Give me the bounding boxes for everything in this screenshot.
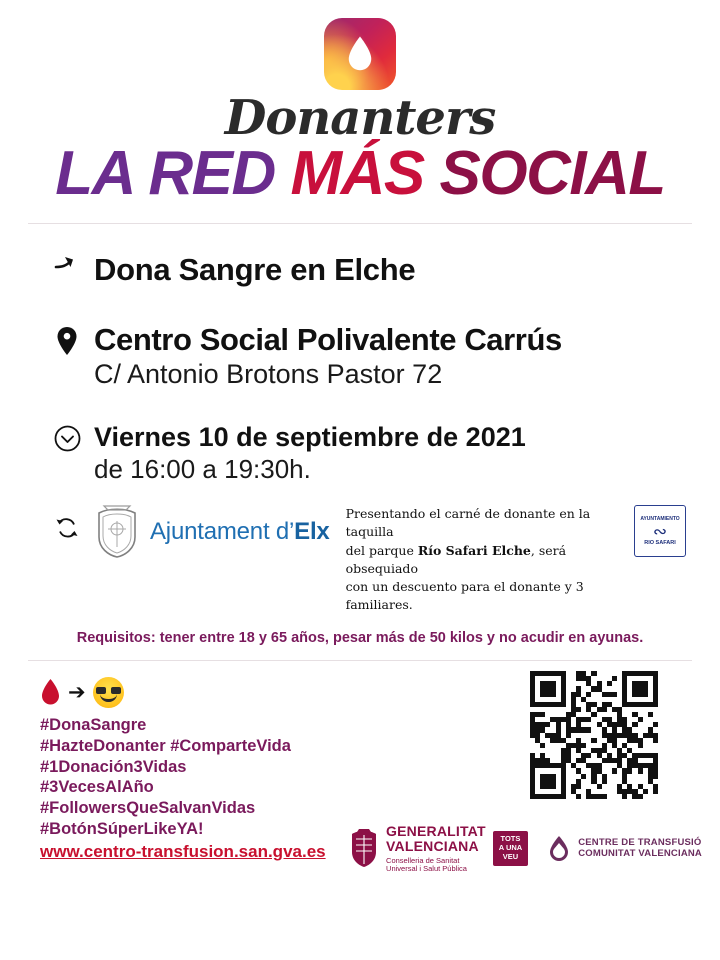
- blood-drop-app-icon: [324, 18, 396, 90]
- hashtag-item: #3VecesAlAño: [40, 778, 154, 797]
- drop-glyph-icon: [345, 35, 375, 73]
- event-title-row: [40, 252, 680, 288]
- transfusion-centre-mark-icon: [546, 834, 572, 862]
- institution-logos: [349, 824, 702, 873]
- hashtag-item: #1Donación3Vidas: [40, 757, 187, 776]
- qr-code-icon[interactable]: [530, 671, 658, 799]
- safari-badge-top: AYUNTAMIENTO: [640, 515, 680, 522]
- event-location-row: [40, 322, 680, 391]
- hashtag-item: #FollowersQueSalvanVidas: [40, 799, 256, 818]
- promo-line-3: con un descuento para el donante y 3 familiares.: [345, 578, 584, 612]
- promo-line-2: [346, 542, 626, 578]
- event-datetime-row: [40, 421, 680, 486]
- event-place-name: Centro Social Polivalente Carrús: [94, 321, 562, 357]
- arrow-right-icon: ➔: [68, 680, 86, 704]
- generalitat-line-2: VALENCIANA: [386, 838, 479, 855]
- tots-line-3: VEU: [502, 851, 519, 861]
- safari-promo: [330, 501, 686, 614]
- generalitat-text: [386, 824, 486, 873]
- promo-line-2a: del parque: [345, 542, 418, 558]
- promo-line-2c: , será obsequiado: [345, 542, 567, 576]
- generalitat-line-3: Conselleria de Sanitat: [386, 855, 460, 865]
- event-time: de 16:00 a 19:30h.: [94, 454, 311, 485]
- generalitat-valenciana-logo: [349, 824, 528, 873]
- event-date: Viernes 10 de septiembre de 2021: [94, 421, 526, 452]
- elx-coat-of-arms-icon: [94, 505, 140, 559]
- promo-line-1: Presentando el carné de donante en la taquilla: [345, 506, 591, 540]
- dolphin-icon: ∾: [652, 521, 668, 541]
- generalitat-line-1: GENERALITAT: [386, 822, 486, 839]
- headline-word-1: LA RED: [55, 139, 275, 208]
- ajuntament-text-bold: Elx: [294, 518, 330, 546]
- website-link[interactable]: www.centro-transfusion.san.gva.es: [40, 841, 326, 861]
- event-title: Dona Sangre en Elche: [94, 251, 416, 287]
- generalitat-crest-icon: [349, 828, 379, 868]
- safari-promo-text: [346, 505, 626, 614]
- headline-word-2: MÁS: [290, 139, 424, 208]
- hashtag-item: #BotónSúperLikeYA!: [40, 820, 204, 839]
- hashtag-item: #DonaSangre: [40, 716, 147, 735]
- ajuntament-text: Ajuntament d’: [150, 518, 295, 546]
- smiling-face-with-hearts-icon: [93, 677, 124, 708]
- requirements-text: Requisitos: tener entre 18 y 65 años, pesar más de 50 kilos y no acudir en ayunas.: [76, 630, 644, 647]
- tots-line-2: A UNA: [498, 843, 523, 853]
- poster-headline: [0, 139, 720, 208]
- blood-drop-icon: [40, 678, 61, 706]
- rio-safari-badge: [634, 505, 686, 557]
- brand-title: Donanters: [224, 90, 496, 146]
- clock-icon: [40, 421, 94, 452]
- ctcv-line-2: COMUNITAT VALENCIANA: [578, 848, 702, 860]
- ctcv-line-1: CENTRE DE TRANSFUSIÓ: [578, 836, 702, 848]
- generalitat-line-4: Universal i Salut Pública: [386, 863, 467, 873]
- safari-badge-bottom: RIO SAFARI: [644, 539, 676, 546]
- poster-footer: [0, 661, 720, 891]
- event-info: [0, 224, 720, 486]
- headline-word-3: SOCIAL: [439, 139, 665, 208]
- centre-transfusio-logo: [546, 834, 702, 862]
- poster-header: [0, 0, 720, 211]
- event-place-address: C/ Antonio Brotons Pastor 72: [94, 359, 443, 390]
- hashtag-item: #HazteDonanter #ComparteVida: [40, 736, 291, 755]
- tots-line-1: TOTS: [500, 834, 521, 844]
- ajuntament-label: [150, 518, 330, 546]
- ajuntament-elx-logo: [94, 501, 330, 559]
- arrow-right-icon: [40, 252, 94, 276]
- refresh-cycle-icon: [40, 501, 94, 541]
- tots-a-una-veu-badge: [493, 831, 528, 866]
- centre-transfusio-text: [578, 837, 702, 861]
- sponsor-row: [0, 501, 720, 614]
- promo-line-2b: Río Safari Elche: [417, 542, 531, 558]
- map-pin-icon: [40, 322, 94, 356]
